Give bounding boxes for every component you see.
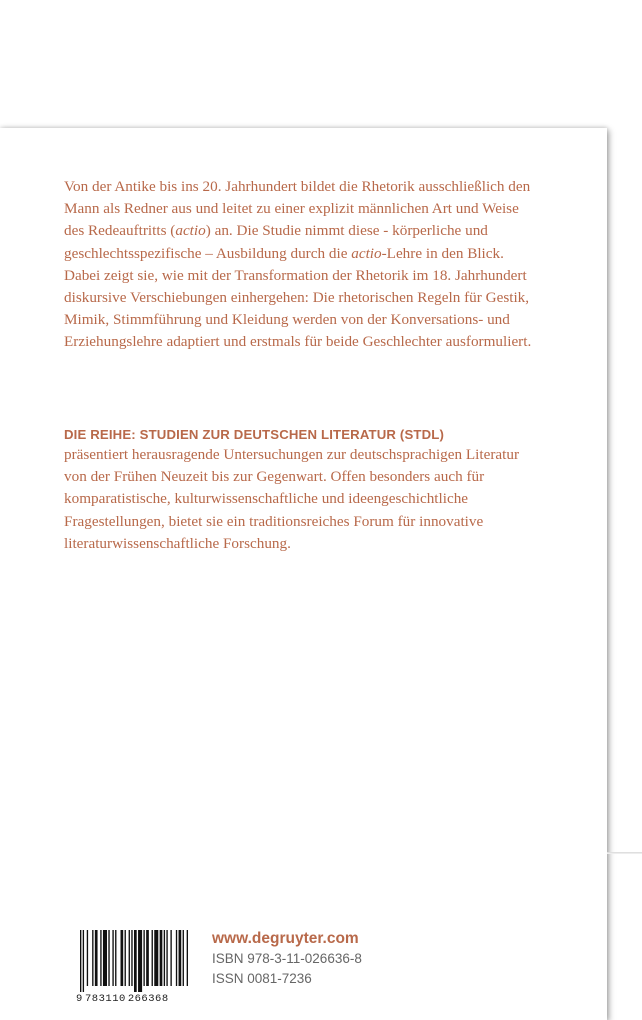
- series-description: präsentiert herausragende Untersuchungen zur deutschsprachigen Literatur von der Frühen Neuzeit bis zur Gegenwart. Offen besonders auch für komparatistische, kulturwissenschaftliche und ideengeschichtliche Fragestellungen, bietet sie ein traditionsreiches Forum für innovative literaturwissenschaftliche Forschung.: [64, 446, 520, 552]
- isbn-number: ISBN 978-3-11-026636-8: [212, 951, 362, 966]
- barcode-number: [76, 993, 192, 1007]
- barcode-lead-digit: 9: [76, 993, 83, 1005]
- blurb-part-3: -Lehre in den Blick. Dabei zeigt sie, wie mit der Transformation der Rhetorik im 18. Jahrhundert diskursive Verschiebungen einhergehen: Die rhetorischen Regeln für Gestik, Mimik, Stimmführung und Kleidung werden von der Konversations- und Erziehungslehre adaptiert und erstmals für beide Geschlechter ausformuliert.: [64, 244, 532, 351]
- isbn-barcode: [76, 930, 192, 1014]
- barcode-group-left: 783110: [85, 993, 126, 1005]
- blurb-text: [64, 176, 534, 354]
- publisher-url-link[interactable]: www.degruyter.com: [212, 930, 359, 947]
- issn-number: ISSN 0081-7236: [212, 971, 312, 986]
- barcode-group-right: 266368: [127, 993, 169, 1005]
- blurb-actio-2: actio: [351, 244, 382, 262]
- blurb-part-2: ) an. Die Studie nimmt diese - körperliche und geschlechtsspezifische – Ausbildung durch die: [64, 222, 488, 262]
- cover-edge-shadow: [607, 852, 642, 854]
- barcode-bars: [76, 930, 192, 992]
- blurb-part-1: Von der Antike bis ins 20. Jahrhundert bildet die Rhetorik ausschließlich den Mann als Redner aus und leitet zu einer explizit männlichen Art und Weise des Redeauftritts (: [64, 178, 531, 240]
- series-title: DIE REIHE: STUDIEN ZUR DEUTSCHEN LITERATUR (STDL): [64, 427, 445, 442]
- publisher-info: [212, 929, 362, 989]
- blurb-actio-1: actio: [175, 222, 206, 240]
